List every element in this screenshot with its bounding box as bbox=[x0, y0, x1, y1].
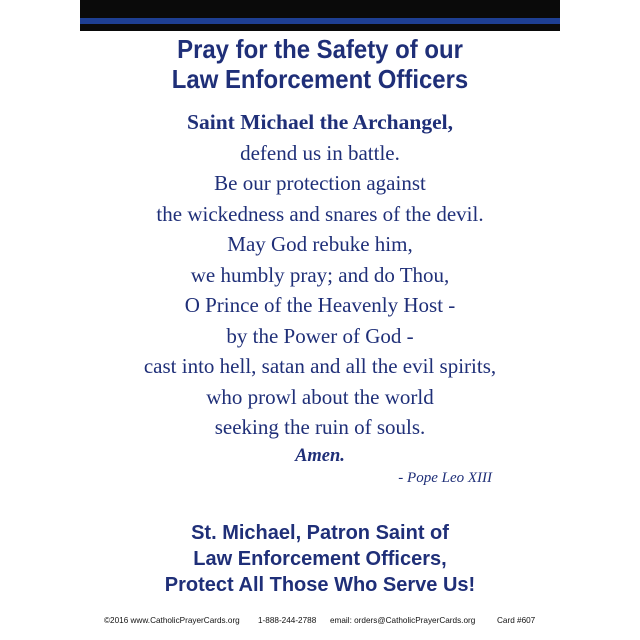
prayer-line: the wickedness and snares of the devil. bbox=[156, 201, 484, 226]
footer-card-number: Card #607 bbox=[497, 616, 536, 625]
prayer-line: we humbly pray; and do Thou, bbox=[190, 262, 450, 287]
headline-line-2: Law Enforcement Officers bbox=[171, 64, 469, 94]
top-black-stripe bbox=[80, 0, 560, 18]
closing-line-1: St. Michael, Patron Saint of bbox=[191, 522, 449, 544]
prayer-line: May God rebuke him, bbox=[227, 232, 413, 256]
footer-phone: 1-888-244-2788 bbox=[258, 616, 317, 625]
prayer-line: Saint Michael the Archangel, bbox=[187, 110, 453, 134]
headline-line-1: Pray for the Safety of our bbox=[177, 34, 463, 64]
prayer-line: who prowl about the world bbox=[206, 384, 434, 409]
closing-petition bbox=[80, 520, 560, 598]
card-headline bbox=[99, 34, 541, 94]
prayer-line: seeking the ruin of souls. bbox=[214, 415, 426, 439]
prayer-line: cast into hell, satan and all the evil spirits, bbox=[143, 354, 497, 378]
prayer-line: defend us in battle. bbox=[240, 140, 400, 165]
footer-copyright: ©2016 www.CatholicPrayerCards.org bbox=[104, 616, 240, 625]
prayer-card bbox=[80, 0, 560, 612]
prayer-line: O Prince of the Heavenly Host - bbox=[184, 293, 456, 317]
footer-email: email: orders@CatholicPrayerCards.org bbox=[330, 616, 476, 625]
lower-black-stripe bbox=[80, 24, 560, 31]
attribution: - Pope Leo XIII bbox=[398, 469, 492, 486]
prayer-text bbox=[80, 107, 560, 488]
prayer-line: Be our protection against bbox=[214, 171, 426, 195]
closing-line-3: Protect All Those Who Serve Us! bbox=[164, 574, 476, 596]
amen: Amen. bbox=[295, 445, 345, 466]
closing-line-2: Law Enforcement Officers, bbox=[193, 548, 447, 570]
prayer-line: by the Power of God - bbox=[226, 323, 414, 348]
